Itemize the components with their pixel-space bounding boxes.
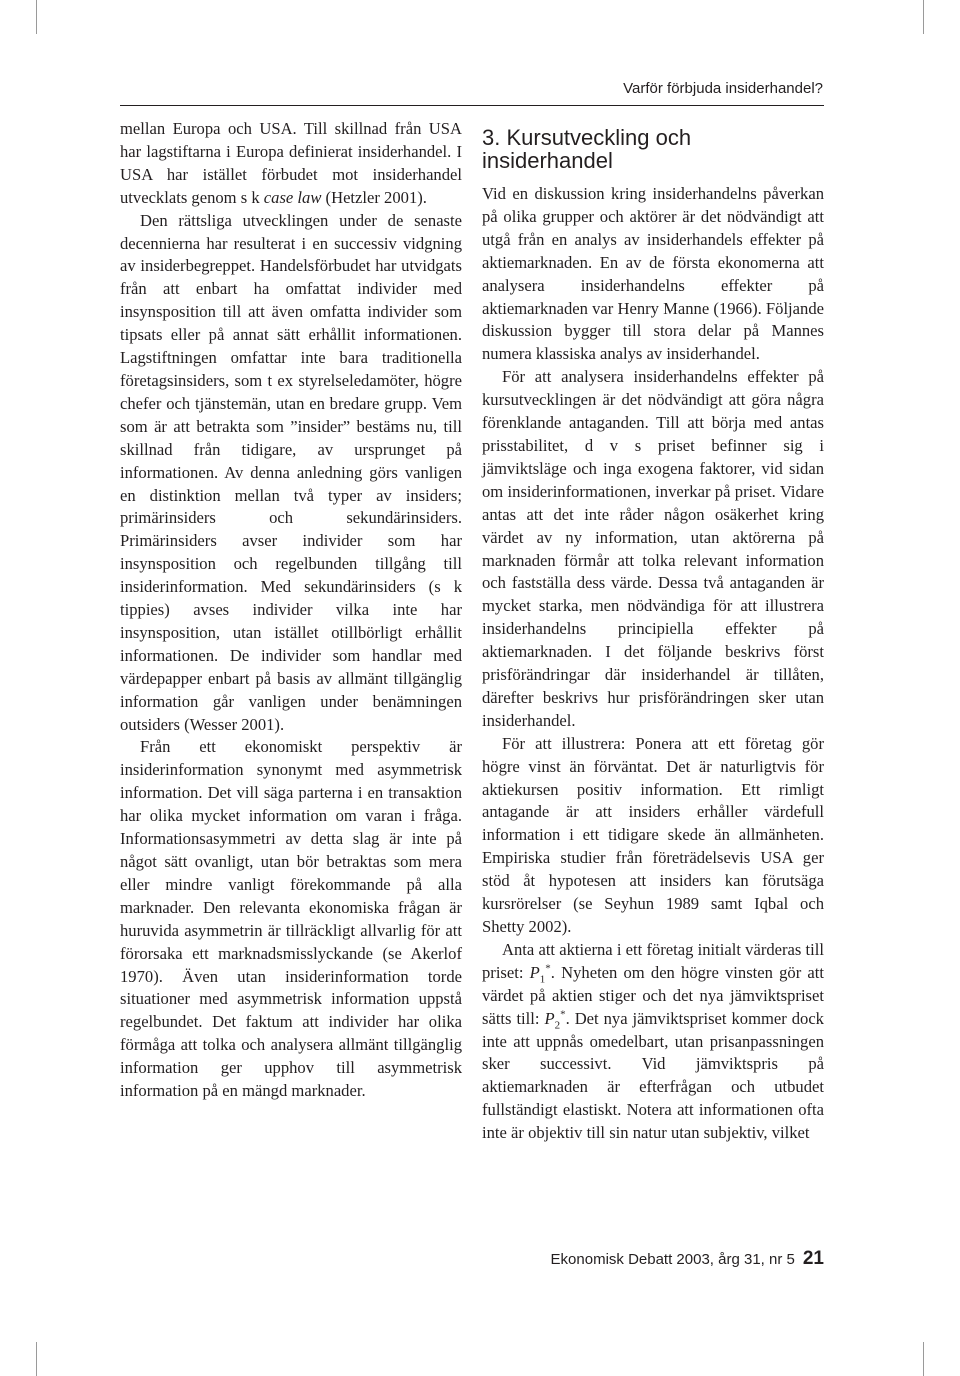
journal-citation: Ekonomisk Debatt 2003, årg 31, nr 5	[550, 1251, 795, 1268]
math-subscript: 2	[554, 1018, 561, 1031]
crop-mark-bottom-right	[923, 1342, 924, 1376]
paragraph: Vid en diskussion kring insiderhandelns påverkan på olika grupper och aktörer är det nödvändigt att utgå från en analys av insiderhandels effekter på aktiemarknaden. En av de första ekonomerna att analysera insiderhandelns effekter på aktiemarknaden var Henry Manne (1966). Följande diskussion bygger till stora delar på Mannes numera klassiska analys av insiderhandel.	[482, 184, 824, 364]
running-head: Varför förbjuda insiderhandel?	[623, 80, 823, 97]
italic-term: case law	[263, 187, 322, 207]
price-p2	[544, 1008, 566, 1031]
paragraph-text: (Hetzler 2001).	[321, 187, 427, 207]
paragraph	[120, 118, 462, 210]
page-footer	[482, 1248, 824, 1270]
crop-mark-top-right	[923, 0, 924, 34]
paragraph: Från ett ekonomiskt perspektiv är insiderinformation synonymt med asymmetrisk information. Det vill säga parterna i en transaktion har olika mycket information om varan i fråga. Informationsasymmetri av detta slag är inte på något sätt ovanligt, utan bör betraktas som mera eller mindre vanligt förekommande på alla marknader. Den relevanta ekonomiska frågan är huruvida asymmetrin är tillräckligt allvarlig för att förorsaka ett marknadsmisslyckande (se Akerlof 1970). Även utan insiderinformation torde situationer med asymmetrisk information uppstå regelbundet. Det faktum att individer har olika förmåga att tolka och analysera allmänt tillgänglig information ger upphov till asymmetrisk information på en mängd marknader.	[120, 737, 462, 1101]
math-subscript: 1	[539, 973, 546, 986]
math-superscript: *	[560, 1008, 566, 1021]
math-paragraph	[482, 939, 824, 1145]
paragraph-text: Anta att aktierna i ett företag initialt värderas till priset:	[482, 939, 824, 982]
section-heading: 3. Kursutveckling och insiderhandel	[482, 125, 692, 173]
left-column	[120, 118, 462, 1103]
paragraph: För att analysera insiderhandelns effekter på kursutvecklingen är det nödvändigt att göra några förenklande antaganden. Till att börja med antas prisstabilitet, d v s priset befinner sig i jämviktsläge och inga exogena faktorer, vid sidan om insiderinformationen, inverkar på priset. Vidare antas att det inte råder någon osäkerhet kring värdet av ny information, utan aktörerna på marknaden förmår att tolka relevant information och fastställa dess värde. Dessa två antaganden är mycket starka, men nödvändiga för att illustrera insiderhandelns principiella effekter på aktiemarknaden. I det följande beskrivs först prisförändringar där insiderhandel är tillåten, därefter beskrivs hur prisförändringen sker utan insiderhandel.	[482, 367, 824, 730]
paragraph: För att illustrera: Ponera att ett företag gör högre vinst än förväntat. Det är naturligtvis för aktiekursen positiv information. Ett rimligt antagande är att insiders erhåller värdefull information i ett tidigare skede än allmänheten. Empiriska studier från företrädelsevis USA ger stöd åt hypotesen att insiders kan förutsäga kursrörelser (se Seyhun 1989 samt Iqbal och Shetty 2002).	[482, 733, 824, 936]
math-superscript: *	[545, 962, 551, 975]
right-column	[482, 183, 824, 1145]
math-base: P	[544, 1008, 555, 1028]
price-p1	[529, 962, 551, 986]
header-rule	[120, 105, 824, 106]
crop-mark-top-left	[36, 0, 37, 34]
paragraph: Den rättsliga utvecklingen under de senaste decennierna har resulterat i en successiv vidgning av insiderbegreppet. Handelsförbudet har utvidgats från att enbart ha omfattat individer med insynsposition till att även omfatta individer som tipsats eller på annat sätt erhållit informationen. Lagstiftningen omfattar inte bara traditionella företagsinsiders, som t ex styrelseledamöter, högre chefer och tjänstemän, utan en bredare grupp. Vem som är att betrakta som ”insider” bestäms nu, till skillnad från tidigare, av ursprunget på informationen. Av denna anledning görs vanligen en distinktion mellan två typer av insiders; primärinsiders och sekundärinsiders. Primärinsiders avser individer som har insynsposition och regelbunden tillgång till insiderinformation. Med sekundärinsiders (s k tippies) avses individer vilka inte har insynsposition, utan istället otillbörligt erhållit informationen. De individer som handlar med värdepapper enbart på basis av allmänt tillgänglig information går vanligen under benämningen outsiders (Wesser 2001).	[120, 210, 462, 734]
math-base: P	[529, 962, 540, 982]
paragraph-text: . Det nya jämviktspriset kommer dock inte att uppnås omedelbart, utan prisanpassningen sker successivt. Vid jämviktspris på aktiemarknaden är efterfrågan och utbudet fullständigt elastiskt. Notera att informationen ofta inte är objektiv till sin natur utan subjektiv, vilket	[482, 1008, 824, 1143]
paragraph-text: . Nyheten om den högre vinsten gör att värdet på aktien stiger och det nya jämviktspriset sätts till:	[482, 962, 824, 1028]
crop-mark-bottom-left	[36, 1342, 37, 1376]
paragraph-text: mellan Europa och USA. Till skillnad från USA har lagstiftarna i Europa definierat insiderhandel. I USA har istället förbudet mot insiderhandel utvecklats genom s k	[120, 119, 462, 207]
page-number: 21	[802, 1248, 824, 1269]
